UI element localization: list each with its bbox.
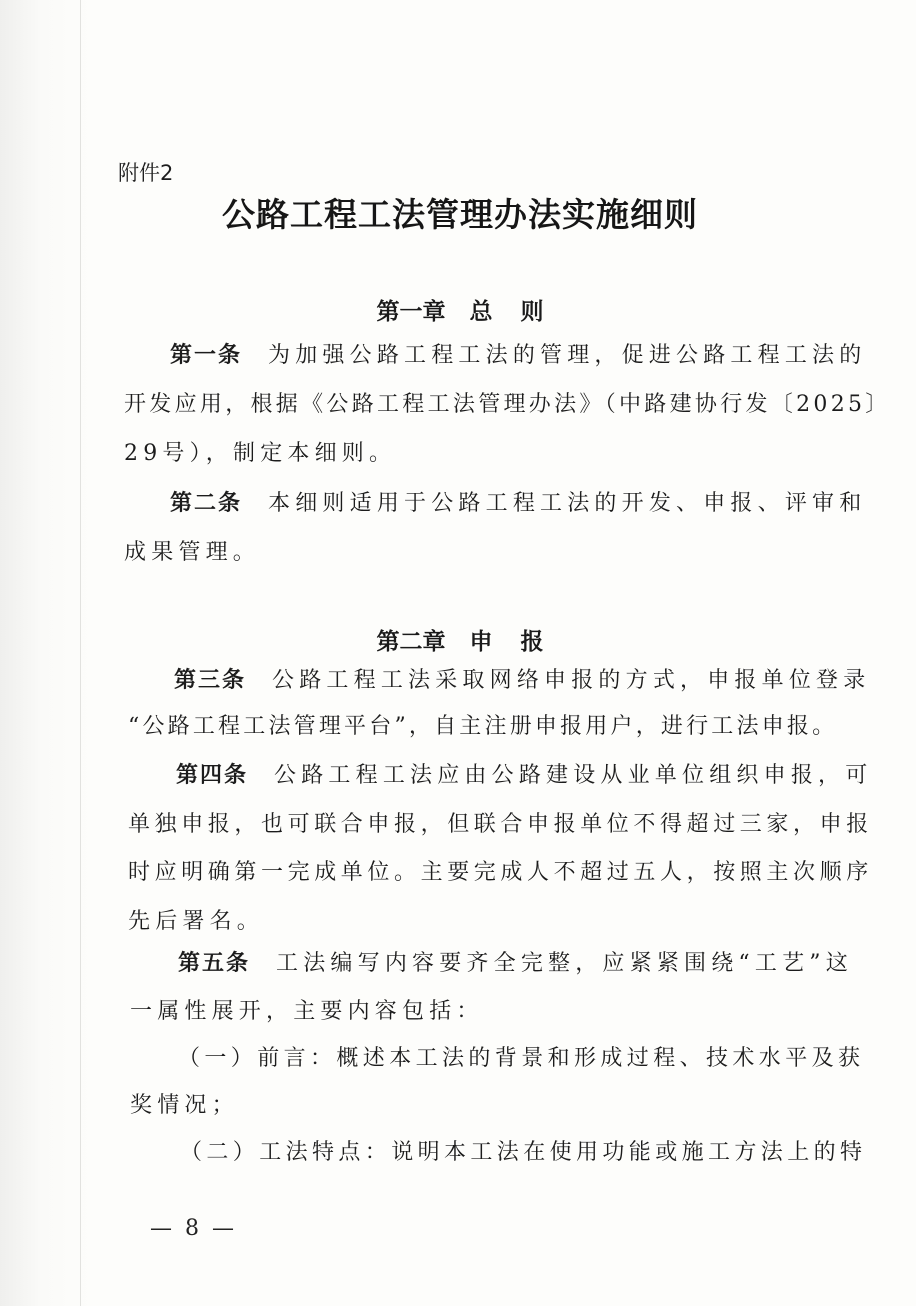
article-4-line-2: 单独申报，也可联合申报，但联合申报单位不得超过三家，申报 (128, 812, 873, 837)
article-5-label: 第五条 (178, 951, 251, 976)
article-3-line-1 (174, 668, 870, 694)
article-1-line-2: 开发应用，根据《公路工程工法管理办法》（中路建协行发〔2025〕 (124, 392, 891, 417)
article-2-label: 第二条 (170, 491, 243, 516)
attachment-label: 附件2 (118, 161, 174, 185)
chapter-2-heading (160, 623, 760, 656)
article-5-item-2-line-1: （二）工法特点：说明本工法在使用功能或施工方法上的特 (180, 1140, 867, 1165)
article-5-text-1: 工法编写内容要齐全完整，应紧紧围绕“工艺”这 (276, 951, 853, 976)
article-5-item-1-line-1: （一）前言：概述本工法的背景和形成过程、技术水平及获 (178, 1046, 865, 1071)
article-5-line-2: 一属性展开，主要内容包括： (130, 999, 484, 1024)
article-4-line-4: 先后署名。 (128, 909, 265, 934)
article-4-line-1 (176, 763, 872, 789)
article-1-text-1: 为加强公路工程工法的管理，促进公路工程工法的 (268, 343, 867, 368)
article-2-text-1: 本细则适用于公路工程工法的开发、申报、评审和 (268, 491, 867, 516)
document-title: 公路工程工法管理办法实施细则 (222, 195, 698, 234)
chapter-1-number: 第一章 (376, 299, 446, 325)
article-5-line-1 (178, 951, 853, 977)
chapter-1-name-a: 总 (469, 299, 493, 325)
scan-edge-shadow (0, 0, 92, 1306)
article-4-label: 第四条 (176, 763, 249, 788)
article-1-line-3: 29号），制定本细则。 (124, 441, 397, 466)
chapter-1-name-b: 则 (520, 299, 544, 325)
article-2-line-2: 成果管理。 (124, 540, 261, 565)
article-2-line-1 (170, 491, 866, 517)
article-5-item-1-line-2: 奖情况； (130, 1093, 239, 1118)
article-1-line-1 (170, 343, 866, 369)
chapter-1-heading (160, 293, 760, 326)
article-1-label: 第一条 (170, 343, 243, 368)
article-4-line-3: 时应明确第一完成单位。主要完成人不超过五人，按照主次顺序 (128, 860, 873, 885)
page-number: — 8 — (150, 1216, 237, 1241)
article-4-text-1: 公路工程工法应由公路建设从业单位组织申报，可 (274, 763, 873, 788)
article-3-line-2: “公路工程工法管理平台”，自主注册申报用户，进行工法申报。 (128, 714, 838, 739)
article-3-text-1: 公路工程工法采取网络申报的方式，申报单位登录 (272, 668, 871, 693)
scan-edge-line (80, 0, 81, 1306)
chapter-2-number: 第二章 (376, 629, 446, 655)
chapter-2-name-a: 申 (469, 629, 493, 655)
chapter-2-name-b: 报 (520, 629, 544, 655)
article-3-label: 第三条 (174, 668, 247, 693)
